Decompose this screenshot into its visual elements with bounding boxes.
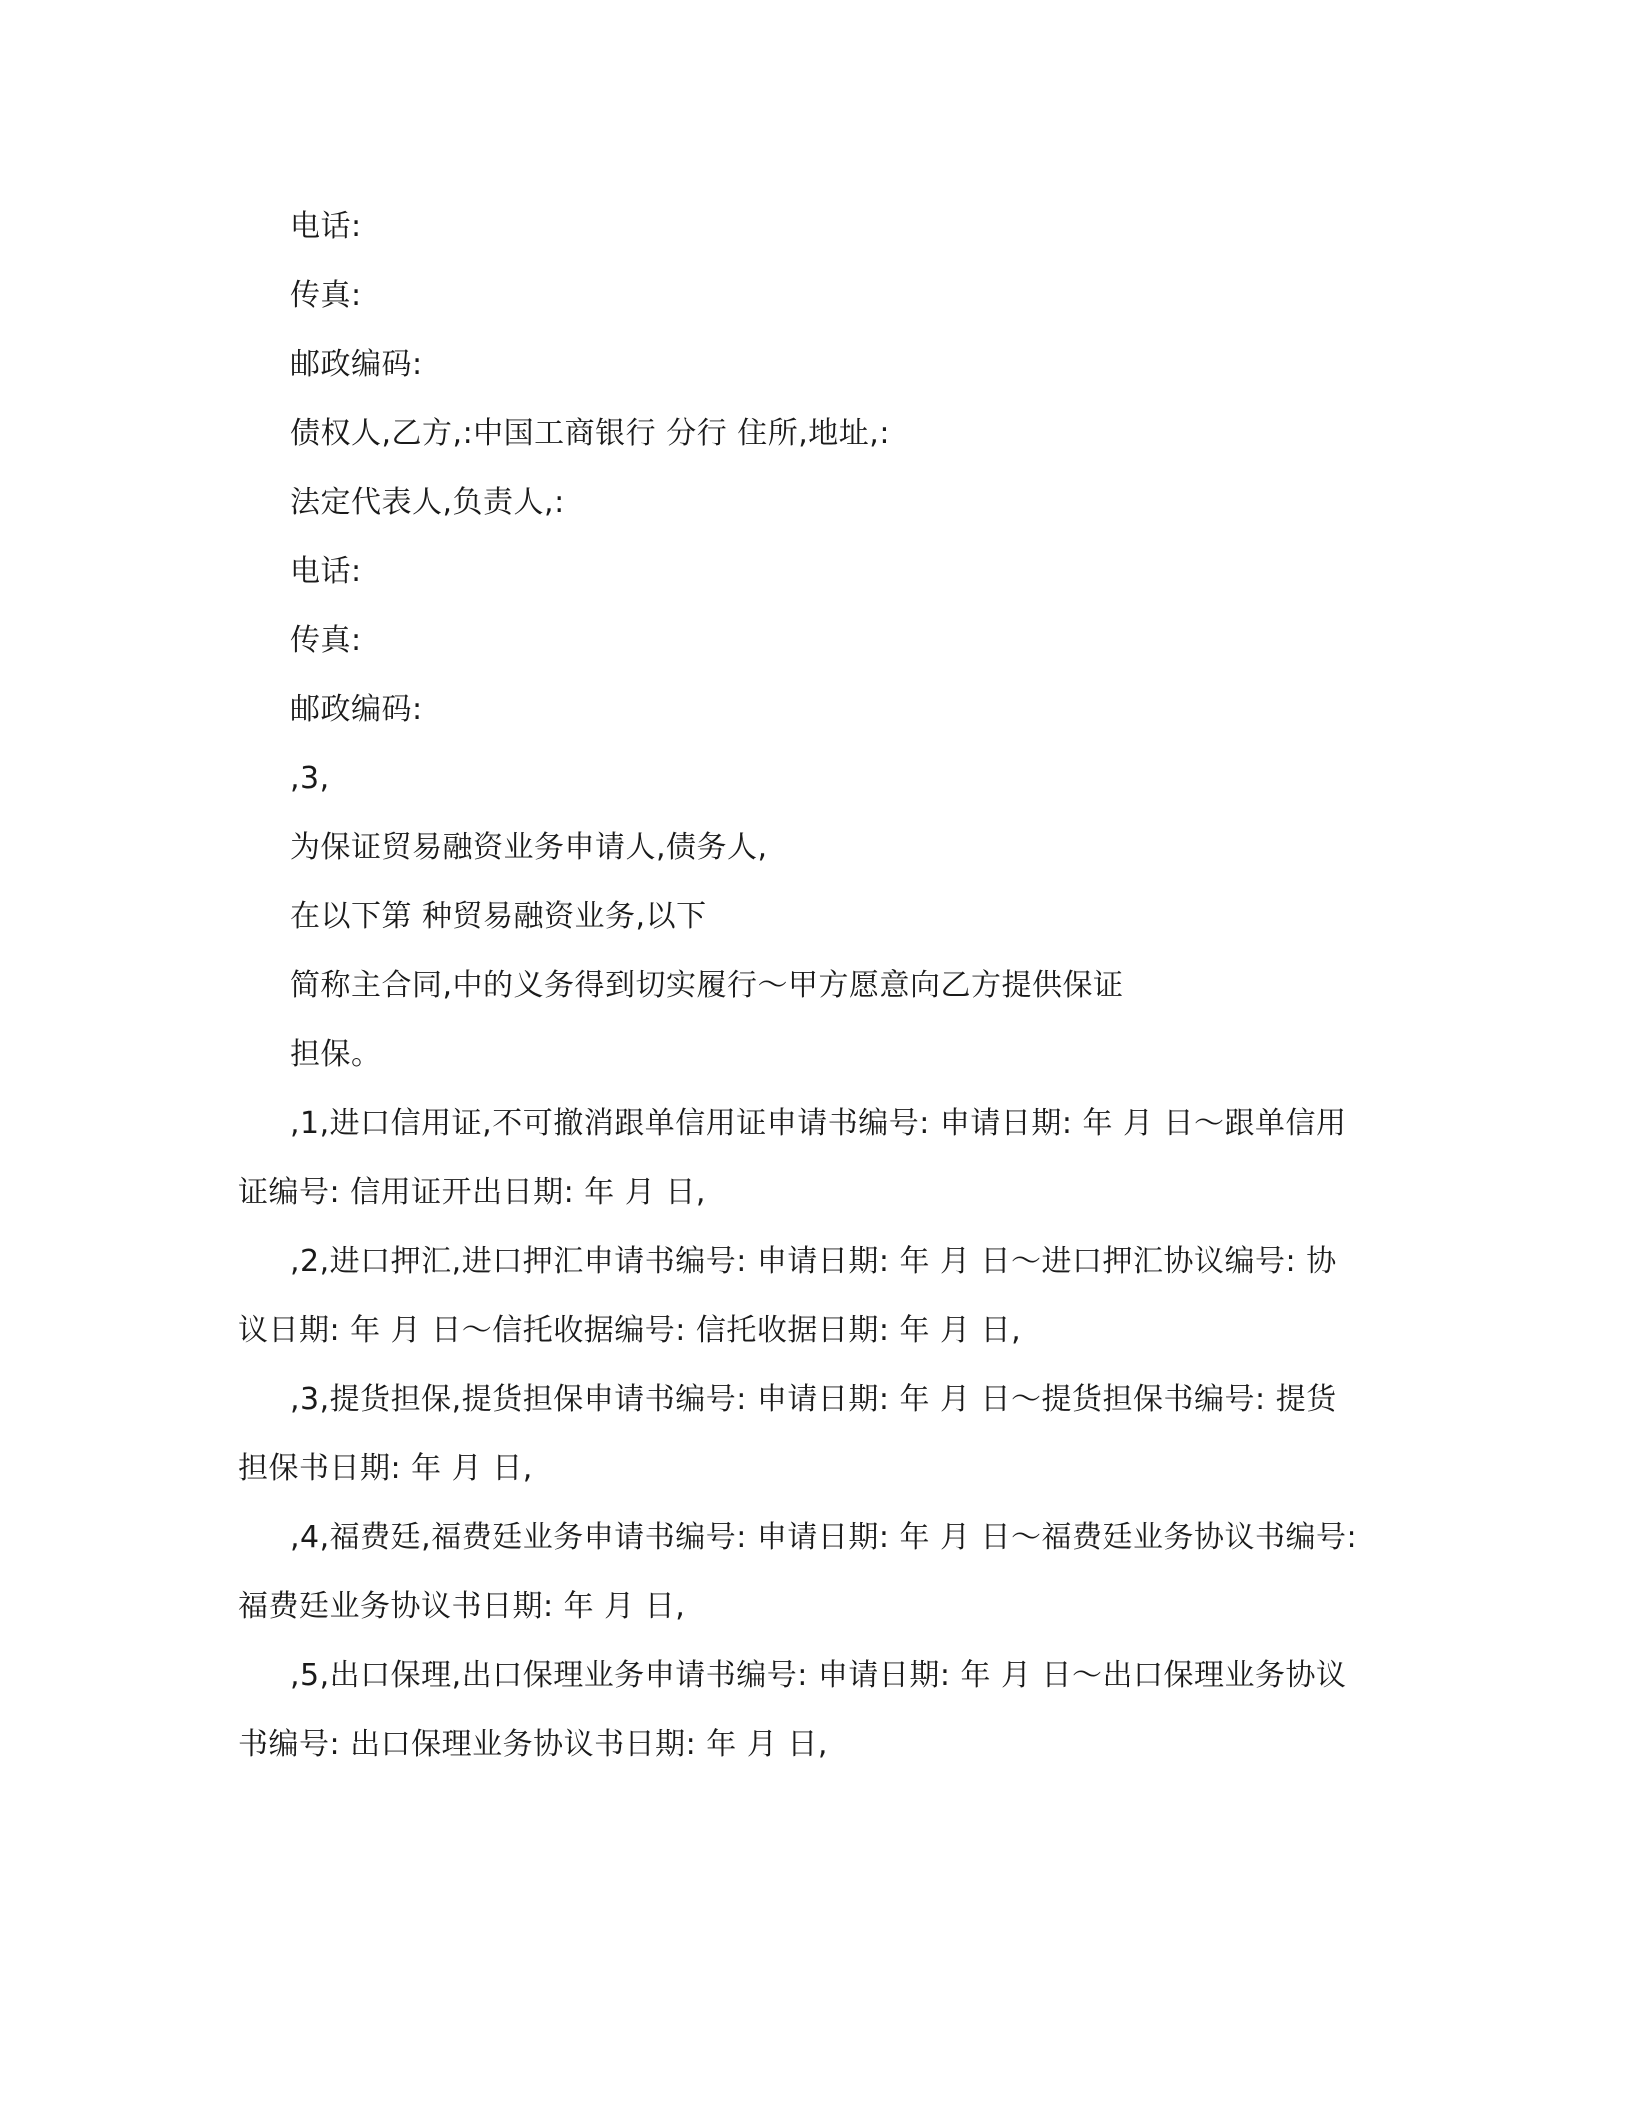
postal-code-label: 邮政编码: [290, 347, 423, 382]
fax-label: 传真: [290, 278, 362, 313]
item-3-continuation: 担保书日期: 年 月 日, [238, 1451, 533, 1486]
fax-label: 传真: [290, 623, 362, 658]
phone-label: 电话: [290, 554, 362, 589]
creditor-line: 债权人,乙方,:中国工商银行 分行 住所,地址,: [290, 416, 890, 451]
postal-code-label: 邮政编码: [290, 692, 423, 727]
item-2-line: ,2,进口押汇,进口押汇申请书编号: 申请日期: 年 月 日～进口押汇协议编号: 协 [290, 1244, 1337, 1279]
item-1-line: ,1,进口信用证,不可撤消跟单信用证申请书编号: 申请日期: 年 月 日～跟单信用 [290, 1106, 1347, 1141]
paragraph-line: 简称主合同,中的义务得到切实履行～甲方愿意向乙方提供保证 [290, 968, 1124, 1003]
item-5-continuation: 书编号: 出口保理业务协议书日期: 年 月 日, [238, 1727, 828, 1762]
item-4-line: ,4,福费廷,福费廷业务申请书编号: 申请日期: 年 月 日～福费廷业务协议书编号: [290, 1520, 1358, 1555]
item-4-continuation: 福费廷业务协议书日期: 年 月 日, [238, 1589, 686, 1624]
phone-label: 电话: [290, 209, 362, 244]
paragraph-line: 担保。 [290, 1037, 382, 1072]
paragraph-line: 在以下第 种贸易融资业务,以下 [290, 899, 707, 934]
legal-rep-line: 法定代表人,负责人,: [290, 485, 565, 520]
item-3-line: ,3,提货担保,提货担保申请书编号: 申请日期: 年 月 日～提货担保书编号: 提货 [290, 1382, 1337, 1417]
item-1-continuation: 证编号: 信用证开出日期: 年 月 日, [238, 1175, 706, 1210]
paragraph-line: 为保证贸易融资业务申请人,债务人, [290, 830, 768, 865]
section-number: ,3, [290, 761, 330, 796]
item-5-line: ,5,出口保理,出口保理业务申请书编号: 申请日期: 年 月 日～出口保理业务协议 [290, 1658, 1347, 1693]
item-2-continuation: 议日期: 年 月 日～信托收据编号: 信托收据日期: 年 月 日, [238, 1313, 1022, 1348]
